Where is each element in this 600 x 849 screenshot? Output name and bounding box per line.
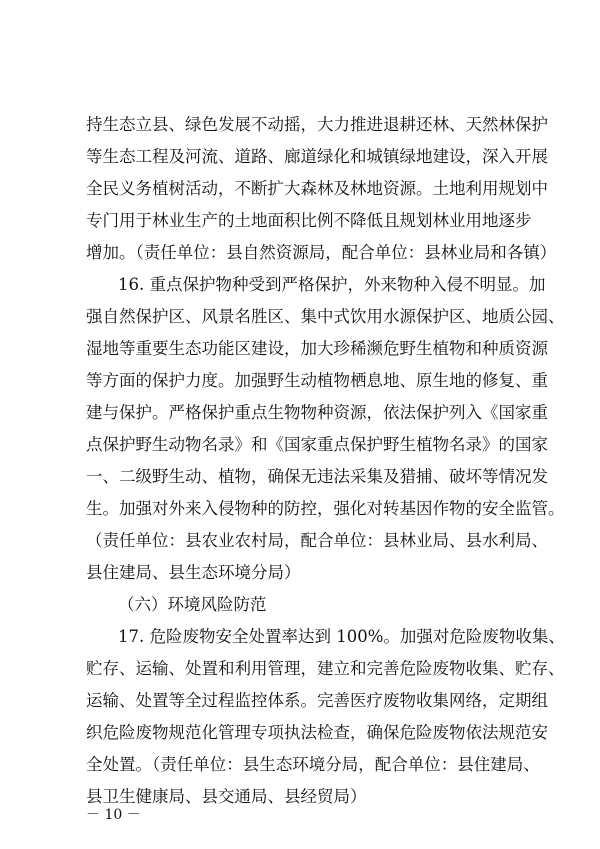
text-line: 增加。（责任单位：县自然资源局，配合单位：县林业局和各镇） <box>86 243 557 262</box>
text-line: 生。加强对外来入侵物种的防控，强化对转基因作物的安全监管。 <box>86 499 565 518</box>
text-line: 贮存、运输、处置和利用管理，建立和完善危险废物收集、贮存、 <box>86 659 565 678</box>
text-line: 建与保护。严格保护重点生物物种资源，依法保护列入《国家重 <box>86 403 548 422</box>
text-line: 织危险废物规范化管理专项执法检查，确保危险废物依法规范安 <box>86 723 548 742</box>
text-line: 强自然保护区、风景名胜区、集中式饮用水源保护区、地质公园、 <box>86 307 565 326</box>
text-line: 点保护野生动物名录》和《国家重点保护野生植物名录》的国家 <box>86 435 548 454</box>
text-line: （责任单位：县农业农村局，配合单位：县林业局、县水利局、 <box>86 531 548 550</box>
text-line: 17. 危险废物安全处置率达到 100%。加强对危险废物收集、 <box>118 627 565 646</box>
text-line: 专门用于林业生产的土地面积比例不降低且规划林业用地逐步 <box>86 211 532 230</box>
text-line: 县住建局、县生态环境分局） <box>86 563 301 582</box>
text-line: 持生态立县、绿色发展不动摇，大力推进退耕还林、天然林保护 <box>86 115 548 134</box>
text-line: 运输、处置等全过程监控体系。完善医疗废物收集网络，定期组 <box>86 691 548 710</box>
text-line: 等生态工程及河流、道路、廊道绿化和城镇绿地建设，深入开展 <box>86 147 548 166</box>
text-line: 16. 重点保护物种受到严格保护，外来物种入侵不明显。加 <box>118 275 546 294</box>
text-line: 一、二级野生动、植物，确保无违法采集及猎捕、破坏等情况发 <box>86 467 548 486</box>
text-line: 湿地等重要生态功能区建设，加大珍稀濒危野生植物和种质资源 <box>86 339 548 358</box>
text-line: 县卫生健康局、县交通局、县经贸局） <box>86 787 367 806</box>
section-heading: （六）环境风险防范 <box>118 595 267 614</box>
text-line: 全民义务植树活动，不断扩大森林及林地资源。土地利用规划中 <box>86 179 548 198</box>
text-line: 全处置。（责任单位：县生态环境分局，配合单位：县住建局、 <box>86 755 540 774</box>
text-line: 等方面的保护力度。加强野生动植物栖息地、原生地的修复、重 <box>86 371 548 390</box>
page-number: － 10 － <box>86 807 141 823</box>
